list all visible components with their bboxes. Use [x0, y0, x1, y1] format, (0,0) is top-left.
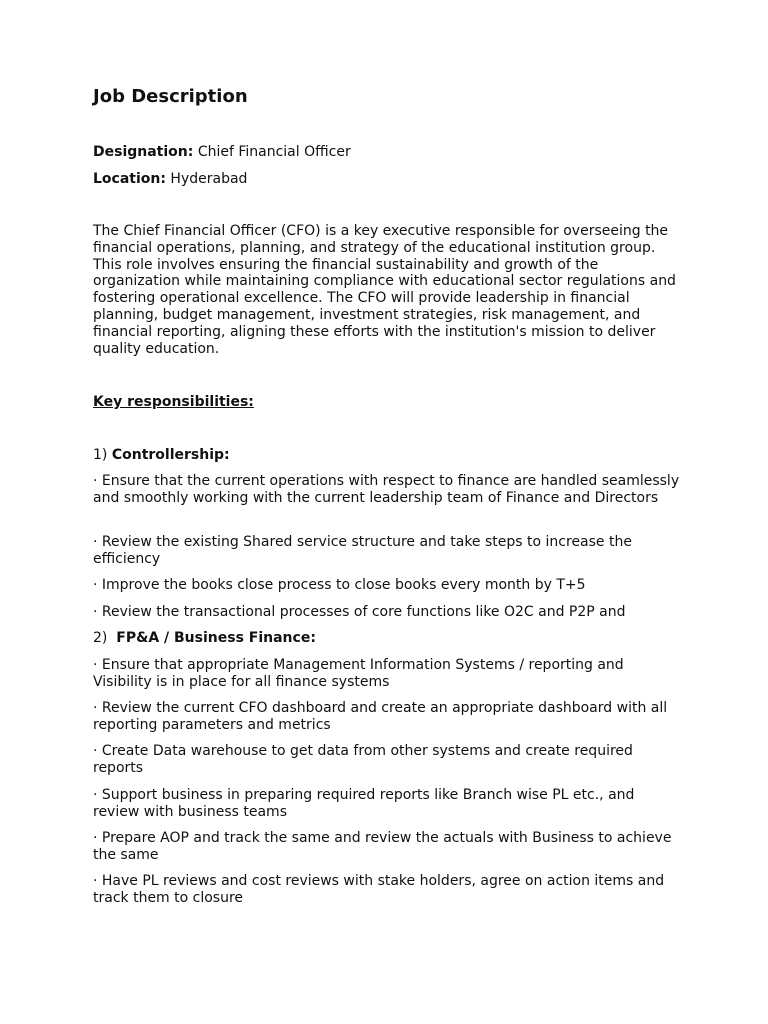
bullet-item: · Improve the books close process to close books every month by T+5: [93, 577, 586, 593]
bullet-item: · Have PL reviews and cost reviews with stake holders, agree on action items and track them to closure: [93, 873, 665, 906]
designation-label: Designation:: [93, 144, 194, 160]
bullet-item: · Review the transactional processes of core functions like O2C and P2P and: [93, 604, 626, 620]
key-responsibilities-heading: Key responsibilities:: [93, 394, 254, 410]
section-title: Controllership:: [111, 447, 230, 463]
designation-value: Chief Financial Officer: [197, 144, 351, 160]
location-value: Hyderabad: [170, 171, 248, 187]
location-line: [93, 171, 683, 188]
bullet-item: · Ensure that the current operations with respect to finance are handled seamlessly and smoothly working with the current leadership team of Finance and Directors: [93, 473, 680, 506]
bullet-item: · Ensure that appropriate Management Information Systems / reporting and Visibility is in place for all finance systems: [93, 657, 624, 690]
bullet-item: · Review the existing Shared service structure and take steps to increase the efficiency: [93, 534, 632, 567]
summary-paragraph: The Chief Financial Officer (CFO) is a key executive responsible for overseeing the financial operations, planning, and strategy of the educational institution group. This role involves ensuring the financial sustainability and growth of the organization while maintaining compliance with educational sector regulations and fostering operational excellence. The CFO will provide leadership in financial planning, budget management, investment strategies, risk management, and financial reporting, aligning these efforts with the institution's mission to deliver quality education.: [93, 223, 676, 357]
bullet-item: · Review the current CFO dashboard and create an appropriate dashboard with all reporting parameters and metrics: [93, 700, 668, 733]
bullet-item: · Create Data warehouse to get data from other systems and create required reports: [93, 743, 633, 776]
section-title: FP&A / Business Finance:: [116, 630, 316, 646]
section-heading-controllership: [93, 447, 683, 464]
section-number: 2): [93, 630, 108, 646]
bullet-item: · Prepare AOP and track the same and review the actuals with Business to achieve the same: [93, 830, 672, 863]
section-heading-fpa: [93, 630, 683, 647]
document-title: Job Description: [93, 86, 248, 107]
designation-line: [93, 144, 683, 161]
bullet-item: · Support business in preparing required reports like Branch wise PL etc., and review with business teams: [93, 787, 635, 820]
location-label: Location:: [93, 171, 166, 187]
section-number: 1): [93, 447, 108, 463]
